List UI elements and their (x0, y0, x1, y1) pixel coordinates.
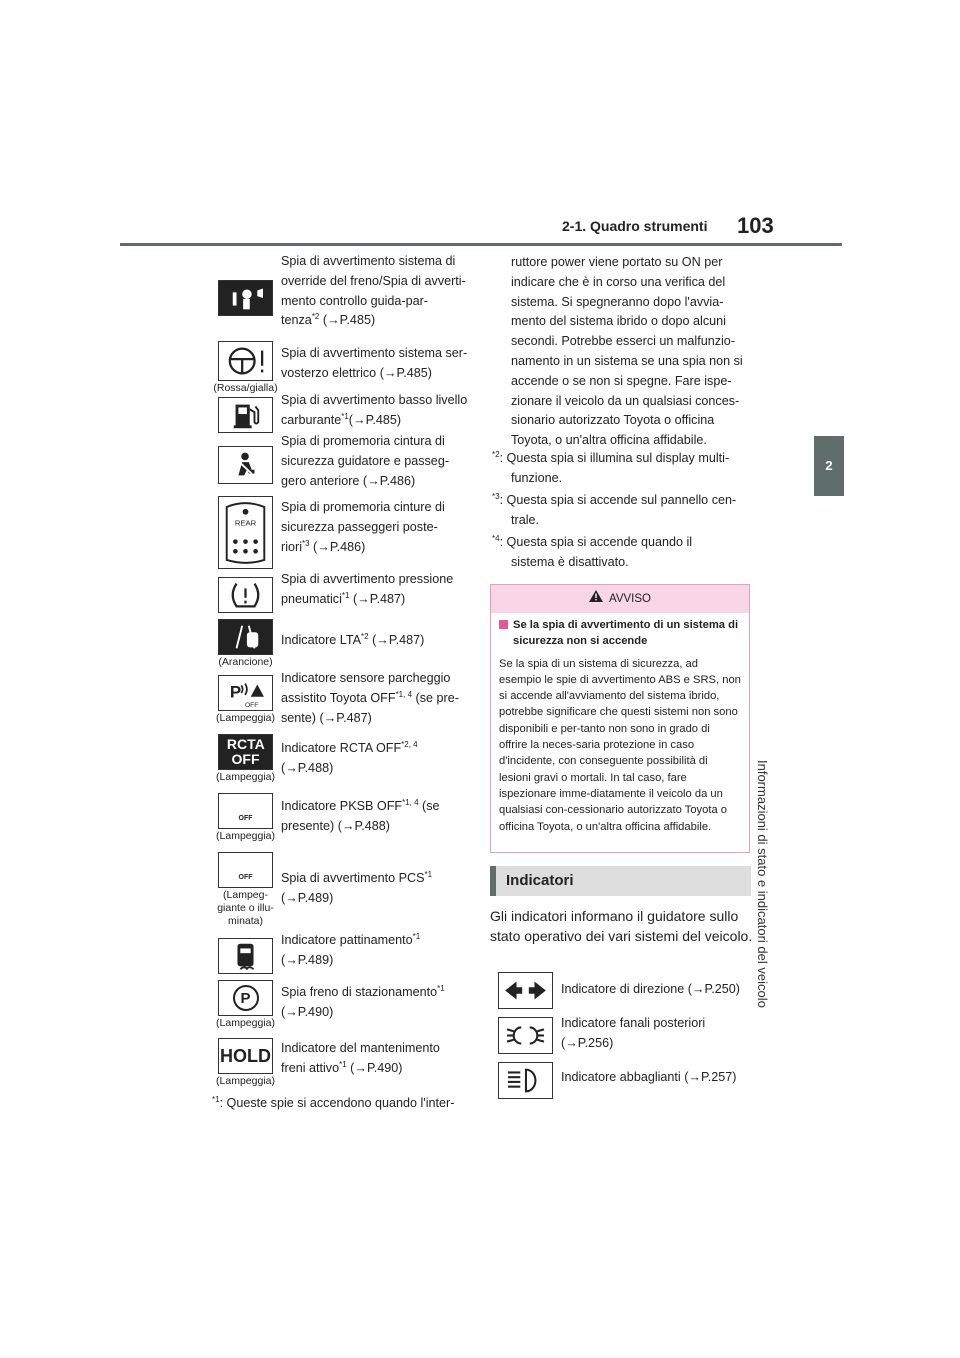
footnote-4: $^{*4}$: Questa spia si accende quando il sistema è disattivato. (492, 533, 693, 569)
fuel-icon (218, 397, 273, 433)
chapter-title: Informazioni di stato e indicatori del veicolo (755, 760, 770, 1008)
bullet-square-icon (499, 620, 508, 629)
svg-text:REAR: REAR (234, 518, 257, 528)
warning-light-description: Spia di avvertimento basso livello carburante$^{*1}$(→P.485) (281, 393, 468, 427)
icon-label: RCTA OFF (226, 736, 265, 767)
steering-warning-icon (218, 341, 273, 381)
tail-light-label: Indicatore fanali posteriori (→P.256) (561, 1016, 706, 1050)
warning-subtitle: Se la spia di avvertimento di un sistema di sicurezza non si accende (499, 617, 741, 650)
footnote-mark: *1 (212, 1094, 220, 1104)
header-rule (120, 243, 842, 246)
warning-light-description: Spia di avvertimento PCS$^{*1}$ (→P.489) (281, 869, 433, 905)
seatbelt-icon (218, 446, 273, 484)
section-title: 2-1. Quadro strumenti (562, 218, 708, 234)
rear-seatbelt-icon (218, 496, 273, 569)
turn-signal-label: Indicatore di direzione (→P.250) (561, 982, 740, 996)
icon-caption: (Lampeg- giante o illu- minata) (217, 889, 274, 927)
lta-icon (218, 619, 273, 655)
warning-light-description: Indicatore pattinamento$^{*1}$ (→P.489) (281, 931, 421, 967)
icon-label: OFF (238, 874, 253, 881)
tail-light-icon (498, 1017, 553, 1054)
warning-light-description: Spia di promemoria cintura di sicurezza guidatore e passeg- gero anteriore (→P.486) (281, 434, 450, 488)
icon-caption: (Lampeggia) (216, 1075, 275, 1087)
parking-brake-glyph: P (233, 985, 259, 1011)
footnote-text: : Queste spie si accendono quando l'inter- (219, 1096, 455, 1110)
icon-label: HOLD (220, 1045, 271, 1066)
footnote-1 (212, 1094, 482, 1114)
warning-header (491, 585, 749, 613)
icon-caption: (Lampeggia) (216, 1017, 275, 1029)
pksb-off-icon (218, 793, 273, 829)
icon-caption: (Arancione) (218, 656, 273, 668)
warning-light-description: Spia di promemoria cinture di sicurezza passeggeri poste- riori$^{*3}$ (→P.486) (281, 500, 445, 554)
icon-caption: (Rossa/gialla) (213, 382, 278, 394)
footnote-continuation: ruttore power viene portato su ON per indicare che è in corso una verifica del sistema. Si spegneranno dopo l'avvia- mento del sistema ibrido o dopo alcuni secondi. Potrebbe esserci un malfunzio- namento in un sistema se una spia non si accende o se non si spegne. Fare ispe- zionare il veicolo da un qualsiasi conces- sionario autorizzato Toyota o officina Toyota, o un'altra officina affidabile. (511, 255, 743, 448)
warning-light-description: Indicatore sensore parcheggio assistito Toyota OFF$^{*1, 4}$ (se pre- sente) (→P.487) (281, 671, 459, 725)
warning-light-description: Spia di avvertimento sistema ser- vosterzo elettrico (→P.485) (281, 346, 468, 380)
icon-caption: (Lampeggia) (216, 830, 275, 842)
slip-indicator-icon (218, 938, 273, 974)
brake-override-icon (218, 280, 273, 316)
warning-light-description: Indicatore PKSB OFF$^{*1, 4}$ (se presente) (→P.488) (281, 797, 440, 833)
parking-brake-icon (218, 980, 273, 1016)
indicators-intro: Gli indicatori informano il guidatore sullo stato operativo dei vari sistemi del veicolo. (490, 908, 753, 944)
icon-label (219, 981, 272, 1015)
warning-light-description: Spia di avvertimento sistema di override del freno/Spia di avverti- mento controllo guida-par- tenza$^{*2}$ (→P.485) (281, 254, 466, 328)
warning-light-description: Spia freno di stazionamento$^{*1}$ (→P.490) (281, 983, 445, 1019)
icon-caption: (Lampeggia) (216, 712, 275, 724)
icon-label: OFF (238, 815, 253, 822)
high-beam-label: Indicatore abbaglianti (→P.257) (561, 1070, 737, 1084)
warning-title: AVVISO (609, 593, 651, 606)
rcta-off-icon (218, 734, 273, 770)
parking-sensor-off-icon (218, 675, 273, 711)
warning-light-description: Indicatore RCTA OFF$^{*2, 4}$ (→P.488) (281, 739, 418, 775)
brake-hold-icon (218, 1038, 273, 1074)
high-beam-icon (498, 1062, 553, 1099)
warning-light-description: Indicatore LTA$^{*2}$ (→P.487) (281, 631, 425, 647)
svg-text:OFF: OFF (245, 702, 259, 710)
warning-box (490, 584, 750, 853)
warning-light-description: Spia di avvertimento pressione pneumatici$^{*1}$ (→P.487) (281, 572, 454, 606)
footnote-3: $^{*3}$: Questa spia si accende sul pannello cen- trale. (492, 491, 737, 527)
footnote-2: $^{*2}$: Questa spia si illumina sul display multi- funzione. (492, 449, 730, 485)
icon-caption: (Lampeggia) (216, 771, 275, 783)
svg-text:P: P (229, 682, 242, 702)
pcs-icon (218, 852, 273, 888)
turn-signal-icon (498, 972, 553, 1009)
warning-body: Se la spia di un sistema di sicurezza, ad esempio le spie di avvertimento ABS e SRS, non si accende all'avviamento del sistema ibrido, potrebbe significare che questi sistemi non sono disponibili e per-tanto non sono in grado di offrire la neces-saria protezione in caso d'incidente, con conseguente possibilità di lesioni gravi o mortali. In tal caso, fare ispezionare imme-diatamente il veicolo da un qualsiasi con-cessionario autorizzato Toyota o officina Toyota, o un'altra officina affidabile. (499, 657, 741, 833)
warning-triangle-icon (589, 585, 603, 613)
page-number: 103 (737, 213, 774, 238)
tire-pressure-icon (218, 577, 273, 613)
chapter-tab: 2 (814, 436, 844, 496)
warning-light-description: Indicatore del mantenimento freni attivo$^{*1}$ (→P.490) (281, 1041, 440, 1075)
indicators-heading: Indicatori (490, 866, 751, 896)
